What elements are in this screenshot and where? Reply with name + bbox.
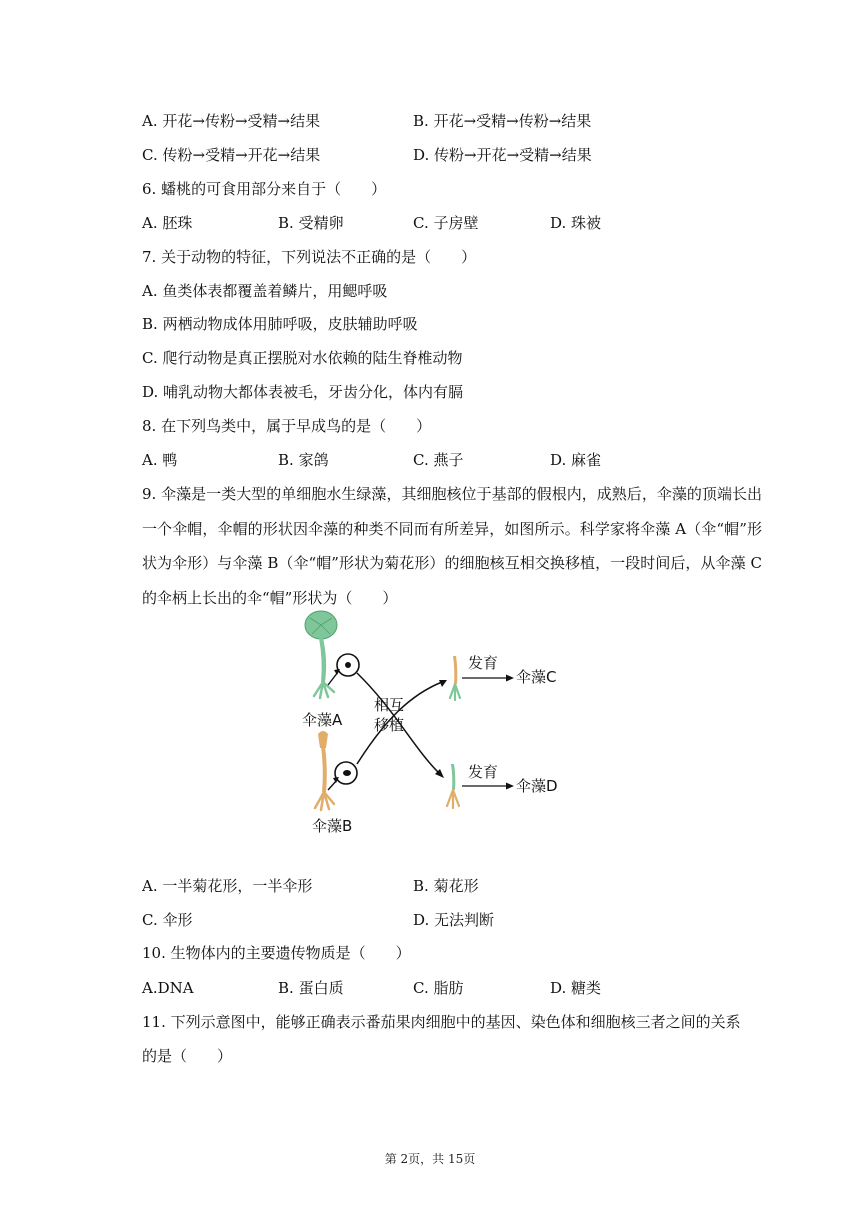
- q10-option-c: C. 脂肪: [413, 979, 464, 997]
- label-algae-b: 伞藻B: [312, 817, 353, 835]
- label-develop-2: 发育: [468, 763, 499, 781]
- label-swap-line2: 移植: [374, 716, 405, 734]
- label-algae-d: 伞藻D: [516, 777, 558, 795]
- q9-stem: 9. 伞藻是一类大型的单细胞水生绿藻，其细胞核位于基部的假根内，成熟后，伞藻的顶端长出一个伞帽，伞帽的形状因伞藻的种类不同而有所差异，如图所示。科学家将伞藻 A（伞“帽”形状为伞形）与伞藻 B（伞“帽”形状为菊花形）的细胞核互相交换移植，一段时间后，从伞藻 C 的伞柄上长出的伞“帽”形状为（ ）: [142, 485, 762, 607]
- q6-option-d: D. 珠被: [550, 214, 602, 232]
- q8-option-c: C. 燕子: [413, 451, 464, 469]
- q8-stem: 8. 在下列鸟类中，属于早成鸟的是（ ）: [142, 417, 432, 435]
- q10-option-b: B. 蛋白质: [278, 979, 344, 997]
- q8-option-d: D. 麻雀: [550, 451, 602, 469]
- label-develop-1: 发育: [468, 654, 499, 672]
- label-swap-line1: 相互: [374, 696, 405, 714]
- grafted-algae-c: [450, 656, 460, 700]
- q5-option-c: C. 传粉→受精→开花→结果: [142, 146, 321, 164]
- algae-a-illustration: [305, 611, 337, 698]
- q10-option-d: D. 糖类: [550, 979, 602, 997]
- q8-option-b: B. 家鸽: [278, 451, 329, 469]
- q6-stem: 6. 蟠桃的可食用部分来自于（ ）: [142, 180, 387, 198]
- q6-option-b: B. 受精卵: [278, 214, 344, 232]
- page-footer: 第 2页，共 15页: [384, 1152, 476, 1166]
- q10-option-a: A.DNA: [142, 979, 194, 997]
- q9-option-c: C. 伞形: [142, 911, 193, 929]
- label-algae-a: 伞藻A: [302, 711, 343, 729]
- q11-stem-line2: 的是（ ）: [142, 1047, 233, 1065]
- q7-option-d: D. 哺乳动物大都体表被毛，牙齿分化，体内有膈: [142, 383, 464, 401]
- q6-option-a: A. 胚珠: [142, 214, 193, 232]
- label-algae-c: 伞藻C: [516, 668, 557, 686]
- q7-stem: 7. 关于动物的特征，下列说法不正确的是（ ）: [142, 248, 477, 266]
- q9-option-b: B. 菊花形: [413, 877, 479, 895]
- umbrella-algae-graft-figure: [290, 610, 580, 840]
- q7-option-b: B. 两栖动物成体用肺呼吸，皮肤辅助呼吸: [142, 315, 418, 333]
- q7-option-a: A. 鱼类体表都覆盖着鳞片，用鳃呼吸: [142, 282, 388, 300]
- grafted-algae-d: [447, 764, 459, 808]
- q5-option-b: B. 开花→受精→传粉→结果: [413, 112, 592, 130]
- q9-option-a: A. 一半菊花形，一半伞形: [142, 877, 313, 895]
- q11-stem-line1: 11. 下列示意图中，能够正确表示番茄果肉细胞中的基因、染色体和细胞核三者之间的关系: [142, 1013, 741, 1031]
- algae-b-illustration: [315, 731, 334, 810]
- q9-option-d: D. 无法判断: [413, 911, 495, 929]
- q8-option-a: A. 鸭: [142, 451, 178, 469]
- q5-option-d: D. 传粉→开花→受精→结果: [413, 146, 592, 164]
- q7-option-c: C. 爬行动物是真正摆脱对水依赖的陆生脊椎动物: [142, 349, 463, 367]
- q5-option-a: A. 开花→传粉→受精→结果: [142, 112, 321, 130]
- q10-stem: 10. 生物体内的主要遗传物质是（ ）: [142, 944, 411, 962]
- q6-option-c: C. 子房壁: [413, 214, 479, 232]
